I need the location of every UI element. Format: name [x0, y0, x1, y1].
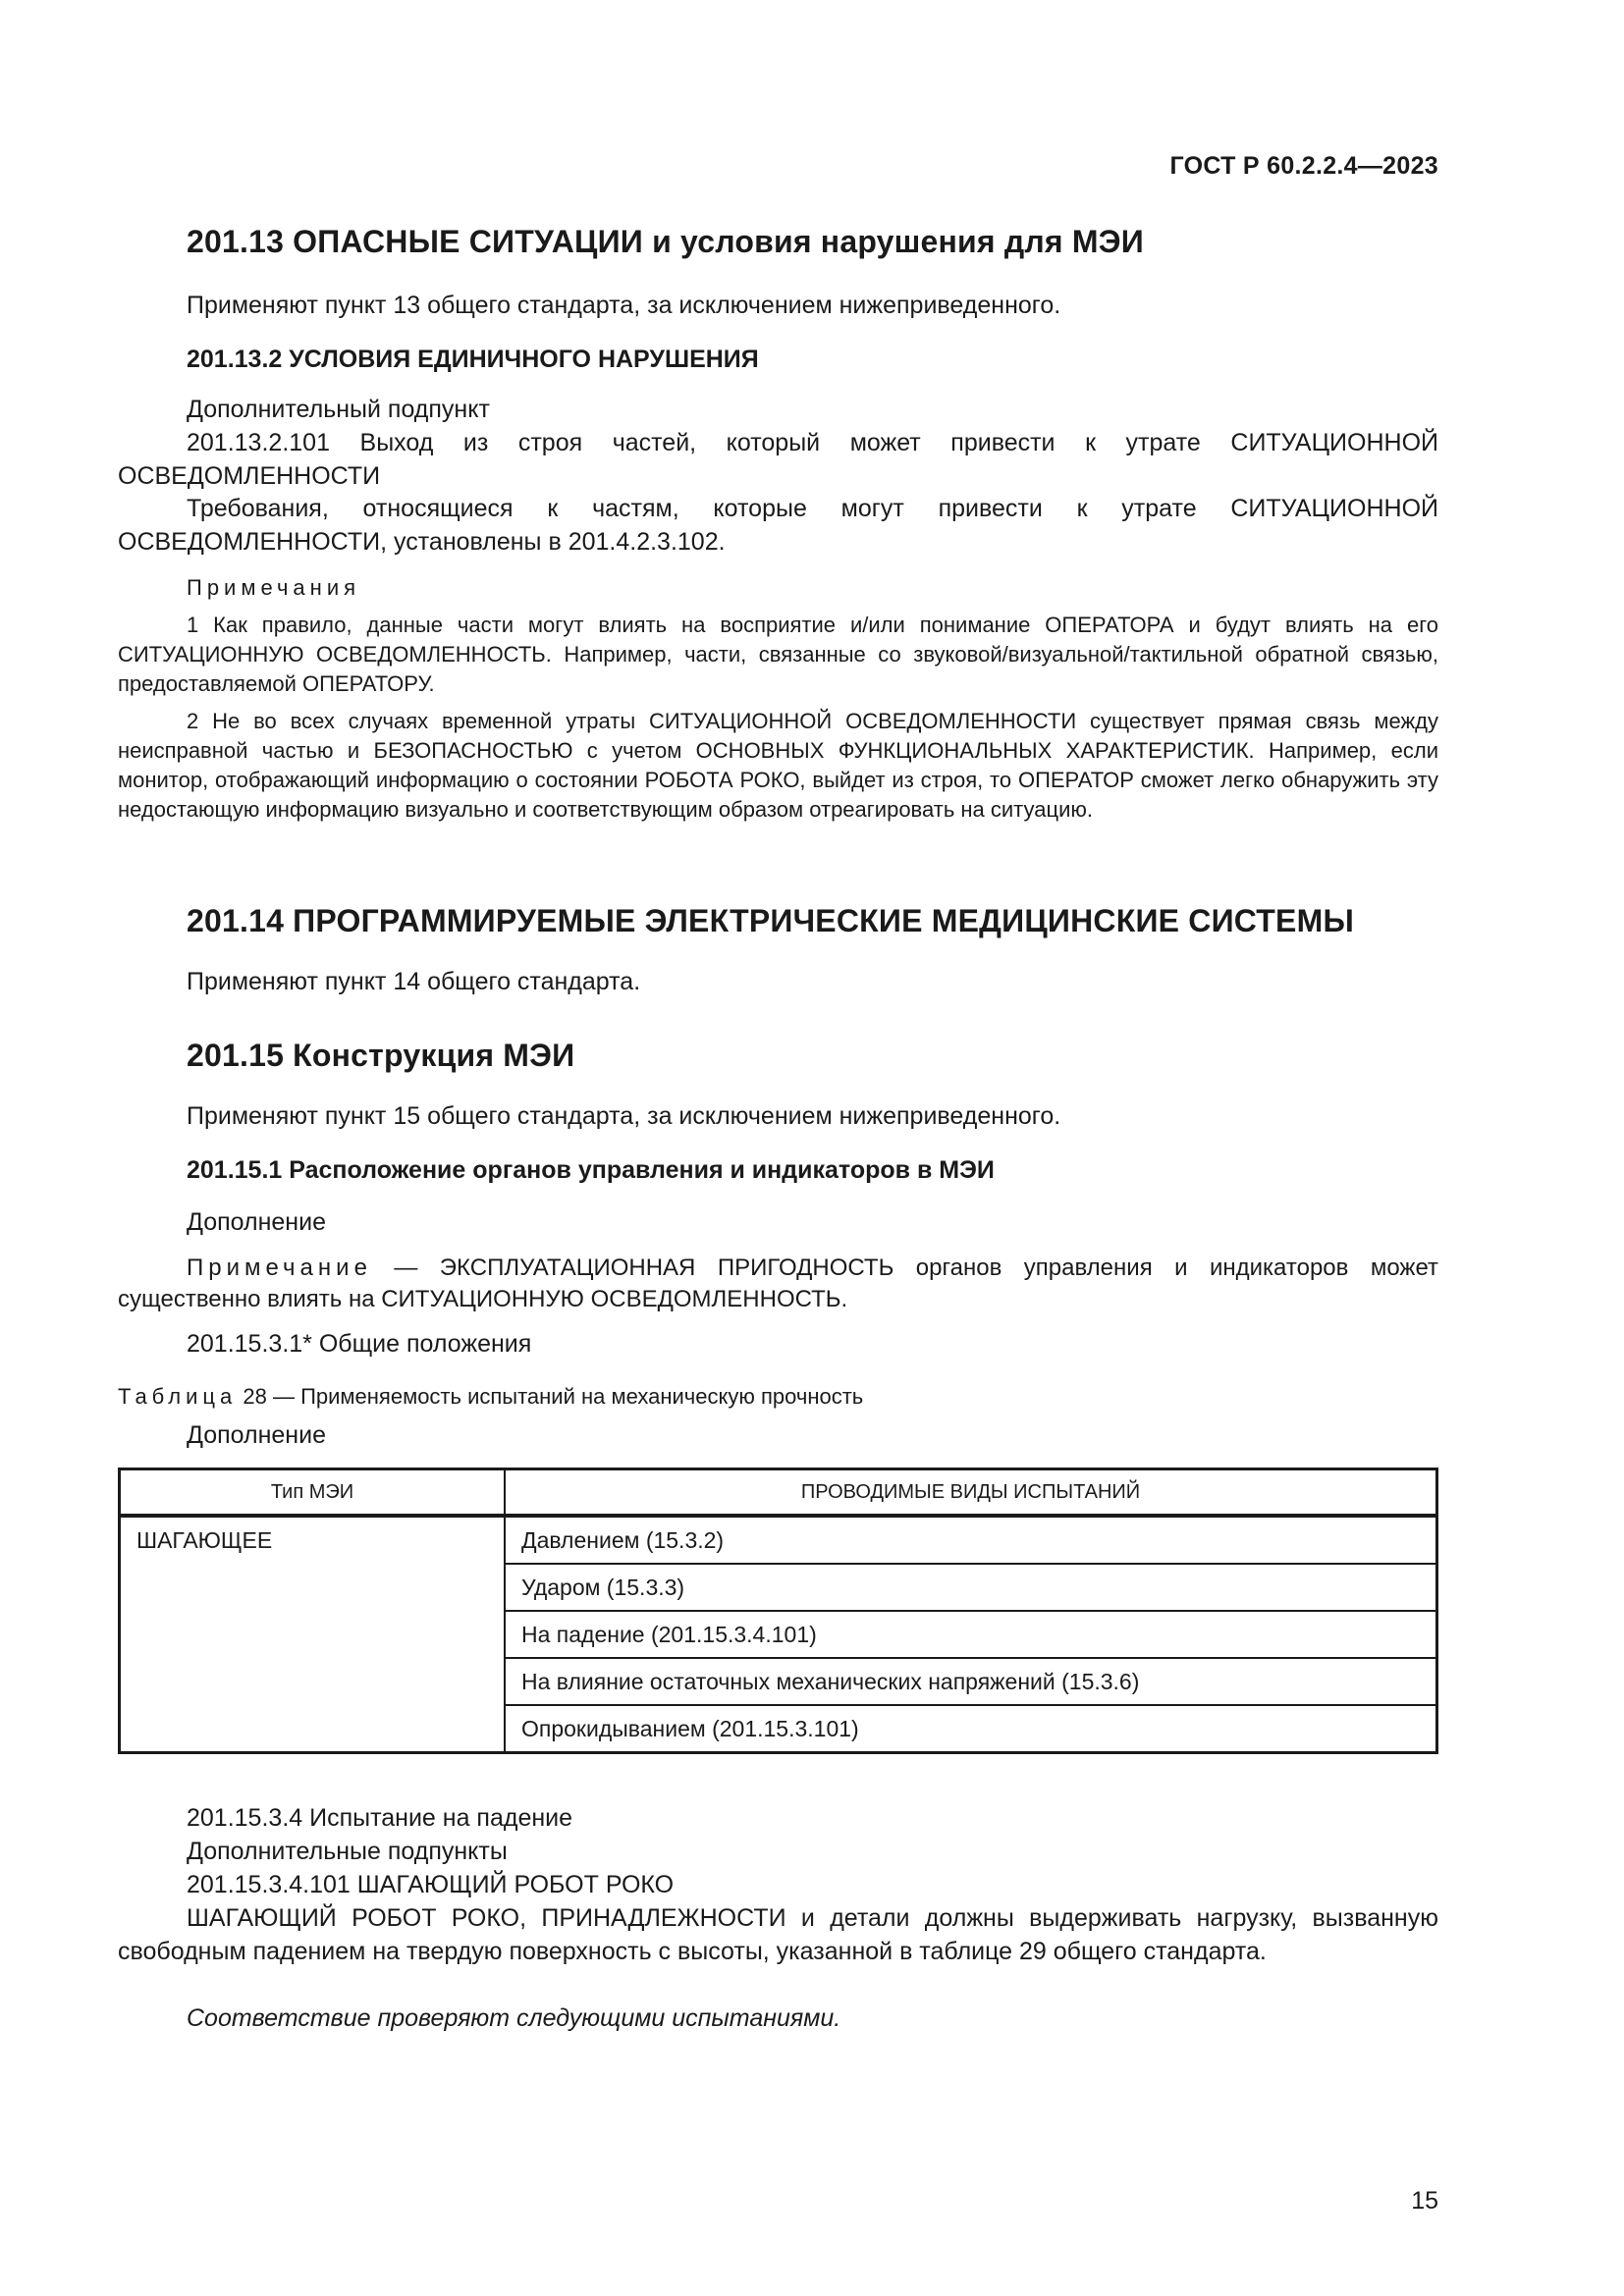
general-provisions: 201.15.3.1* Общие положения: [187, 1330, 532, 1358]
drop-test-title: 201.15.3.4 Испытание на падение: [187, 1804, 573, 1832]
table-caption-text: 28 — Применяемость испытаний на механическую прочность: [237, 1384, 864, 1409]
note-2: 2 Не во всех случаях временной утраты СИТУАЦИОННОЙ ОСВЕДОМЛЕННОСТИ существует прямая связь между неисправной частью и БЕЗОПАСНОСТЬЮ с учетом ОСНОВНЫХ ФУНКЦИОНАЛЬНЫХ ХАРАКТЕРИСТИК. Например, если монитор, отображающий информацию о состоянии РОБОТА РОКО, выйдет из строя, то ОПЕРАТОР сможет легко обнаружить эту недостающую информацию визуально и соответствующим образом отреагировать на ситуацию.: [118, 709, 1438, 822]
cell-test: Ударом (15.3.3): [505, 1564, 1437, 1611]
table-header-row: [120, 1469, 1437, 1517]
compliance-text: Соответствие проверяют следующими испытаниями.: [187, 2004, 841, 2032]
section-15-title: 201.15 Конструкция МЭИ: [187, 1038, 575, 1073]
standard-header: ГОСТ Р 60.2.2.4—2023: [1169, 152, 1438, 180]
cell-test: На влияние остаточных механических напряжений (15.3.6): [505, 1658, 1437, 1705]
table-addition-label: Дополнение: [187, 1421, 326, 1449]
requirements-paragraph: Требования, относящиеся к частям, которые могут привести к утрате СИТУАЦИОННОЙ ОСВЕДОМЛЕННОСТИ, установлены в 201.4.2.3.102.: [118, 495, 1438, 556]
additional-subitem-label: Дополнительный подпункт: [187, 396, 490, 423]
note-text: — ЭКСПЛУАТАЦИОННАЯ ПРИГОДНОСТЬ органов управления и индикаторов может существенно влиять на СИТУАЦИОННУЮ ОСВЕДОМЛЕННОСТЬ.: [118, 1255, 1438, 1312]
notes-label: Примечания: [187, 575, 361, 600]
addition-label: Дополнение: [187, 1208, 326, 1236]
cell-test: Давлением (15.3.2): [505, 1516, 1437, 1564]
section-14-title: 201.14 ПРОГРАММИРУЕМЫЕ ЭЛЕКТРИЧЕСКИЕ МЕДИЦИНСКИЕ СИСТЕМЫ: [187, 903, 1354, 938]
col-tests-header: ПРОВОДИМЫЕ ВИДЫ ИСПЫТАНИЙ: [505, 1469, 1437, 1517]
cell-test: На падение (201.15.3.4.101): [505, 1611, 1437, 1658]
subsection-15-1-title: 201.15.1 Расположение органов управления и индикаторов в МЭИ: [187, 1156, 995, 1184]
section-15-intro: Применяют пункт 15 общего стандарта, за исключением нижеприведенного.: [187, 1102, 1061, 1130]
page-number: 15: [1411, 2187, 1438, 2215]
note-label: Примечание: [187, 1255, 372, 1281]
section-14-text: Применяют пункт 14 общего стандарта.: [187, 968, 641, 995]
table-row: [120, 1516, 1437, 1564]
section-13-intro: Применяют пункт 13 общего стандарта, за исключением нижеприведенного.: [187, 292, 1061, 319]
section-13-title: 201.13 ОПАСНЫЕ СИТУАЦИИ и условия нарушения для МЭИ: [187, 224, 1144, 259]
walking-robot-text: ШАГАЮЩИЙ РОБОТ РОКО, ПРИНАДЛЕЖНОСТИ и детали должны выдерживать нагрузку, вызванную свободным падением на твердую поверхность с высоты, указанной в таблице 29 общего стандарта.: [118, 1904, 1438, 1965]
table-label: Таблица: [118, 1384, 238, 1409]
note-15-1: [118, 1253, 1438, 1315]
item-13-2-101: 201.13.2.101 Выход из строя частей, который может привести к утрате СИТУАЦИОННОЙ ОСВЕДОМЛЕННОСТИ: [118, 429, 1438, 490]
table-caption: [118, 1384, 863, 1410]
note-1: 1 Как правило, данные части могут влиять на восприятие и/или понимание ОПЕРАТОРА и будут влиять на его СИТУАЦИОННУЮ ОСВЕДОМЛЕННОСТЬ. Например, части, связанные со звуковой/визуальной/тактильной обратной связью, предоставляемой ОПЕРАТОРУ.: [118, 613, 1438, 696]
cell-type: ШАГАЮЩЕЕ: [120, 1516, 506, 1753]
subsection-13-2-title: 201.13.2 УСЛОВИЯ ЕДИНИЧНОГО НАРУШЕНИЯ: [187, 346, 759, 373]
additional-subitems-label: Дополнительные подпункты: [187, 1838, 508, 1865]
tests-table: [118, 1468, 1438, 1754]
walking-robot-item: 201.15.3.4.101 ШАГАЮЩИЙ РОБОТ РОКО: [187, 1871, 675, 1898]
cell-test: Опрокидыванием (201.15.3.101): [505, 1705, 1437, 1753]
col-type-header: Тип МЭИ: [120, 1469, 506, 1517]
